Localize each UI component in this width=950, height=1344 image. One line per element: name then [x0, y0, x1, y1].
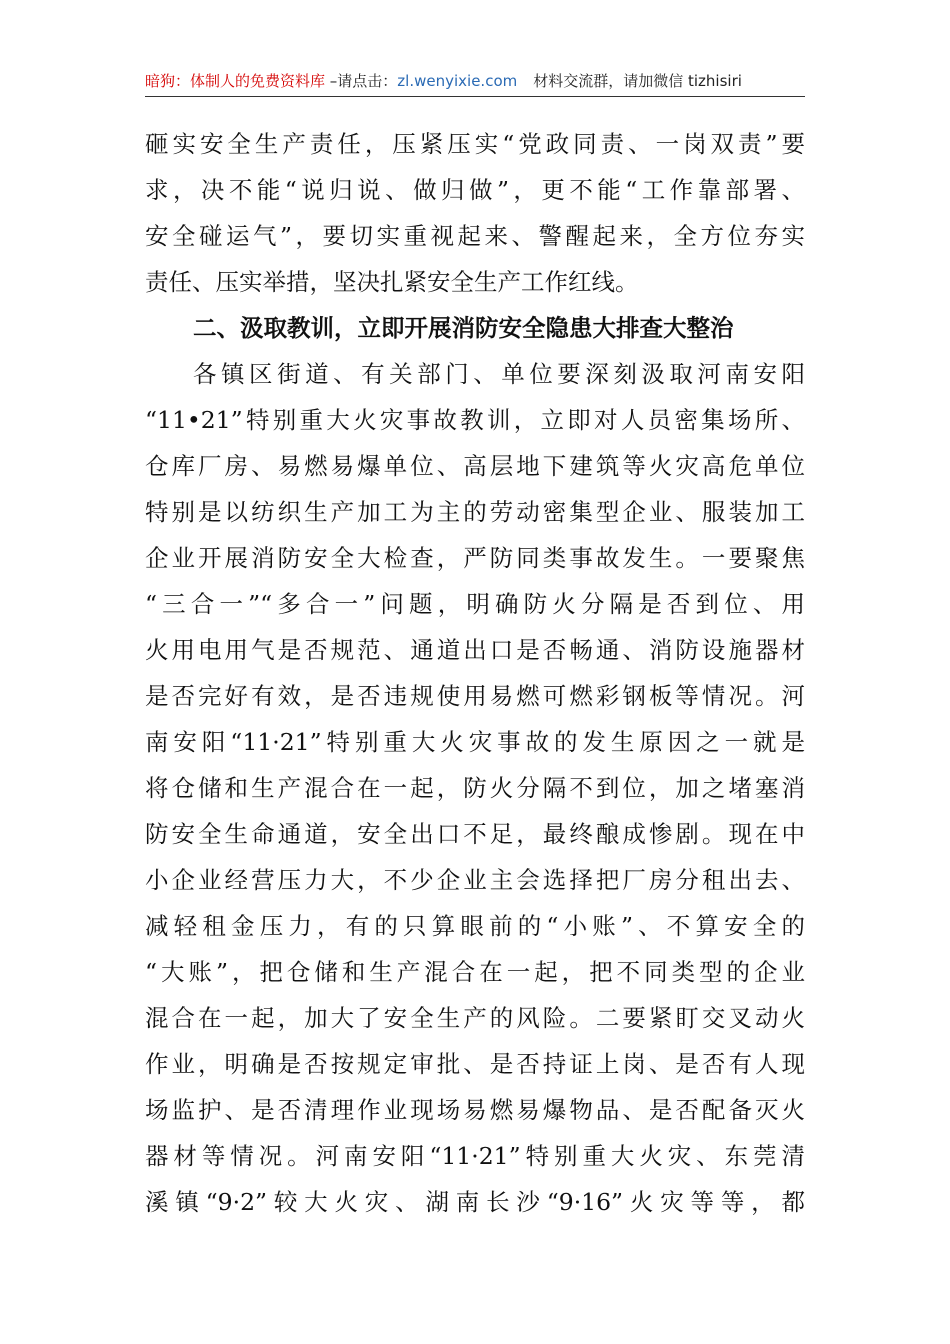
- header-brand: 暗狗：体制人的免费资料库: [145, 72, 326, 90]
- section-heading: 二、汲取教训，立即开展消防安全隐患大排查大整治: [193, 314, 734, 342]
- body-line: 器材等情况。河南安阳“11·21”特别重大火灾、东莞清: [145, 1142, 805, 1170]
- document-body: [145, 121, 805, 1225]
- body-line: 求，决不能“说归说、做归做”，更不能“工作靠部署、: [145, 176, 805, 204]
- header-prompt: –请点击：: [325, 72, 398, 90]
- body-line: “三合一”“多合一”问题，明确防火分隔是否到位、用: [145, 590, 805, 618]
- body-line: 仓库厂房、易燃易爆单位、高层地下建筑等火灾高危单位: [145, 452, 805, 480]
- body-line: 将仓储和生产混合在一起，防火分隔不到位，加之堵塞消: [145, 774, 805, 802]
- body-line: 作业，明确是否按规定审批、是否持证上岗、是否有人现: [145, 1050, 805, 1078]
- header-group-info: 材料交流群，请加微信 tizhisiri: [533, 72, 742, 90]
- body-line: 火用电用气是否规范、通道出口是否畅通、消防设施器材: [145, 636, 805, 664]
- body-line: 各镇区街道、有关部门、单位要深刻汲取河南安阳: [193, 360, 805, 388]
- body-line: 特别是以纺织生产加工为主的劳动密集型企业、服装加工: [145, 498, 805, 526]
- body-line: “大账”，把仓储和生产混合在一起，把不同类型的企业: [145, 958, 805, 986]
- body-line: 溪镇“9·2”较大火灾、湖南长沙“9·16”火灾等等，都: [145, 1188, 805, 1216]
- body-line: 安全碰运气”，要切实重视起来、警醒起来，全方位夯实: [145, 222, 805, 250]
- body-line: 砸实安全生产责任，压紧压实“党政同责、一岗双责”要: [145, 130, 805, 158]
- body-line: 混合在一起，加大了安全生产的风险。二要紧盯交叉动火: [145, 1004, 805, 1032]
- header-url-link[interactable]: zl.wenyixie.com: [397, 72, 518, 90]
- body-line: 减轻租金压力，有的只算眼前的“小账”、不算安全的: [145, 912, 805, 940]
- watermark-header: [145, 66, 805, 97]
- body-line: 防安全生命通道，安全出口不足，最终酿成惨剧。现在中: [145, 820, 805, 848]
- body-line: 小企业经营压力大，不少企业主会选择把厂房分租出去、: [145, 866, 805, 894]
- body-line: 企业开展消防安全大检查，严防同类事故发生。一要聚焦: [145, 544, 805, 572]
- body-line: 是否完好有效，是否违规使用易燃可燃彩钢板等情况。河: [145, 682, 805, 710]
- body-line: 南安阳“11·21”特别重大火灾事故的发生原因之一就是: [145, 728, 805, 756]
- body-line: 责任、压实举措，坚决扎紧安全生产工作红线。: [145, 268, 639, 296]
- body-line: 场监护、是否清理作业现场易燃易爆物品、是否配备灭火: [145, 1096, 805, 1124]
- body-line: “11•21”特别重大火灾事故教训，立即对人员密集场所、: [145, 406, 805, 434]
